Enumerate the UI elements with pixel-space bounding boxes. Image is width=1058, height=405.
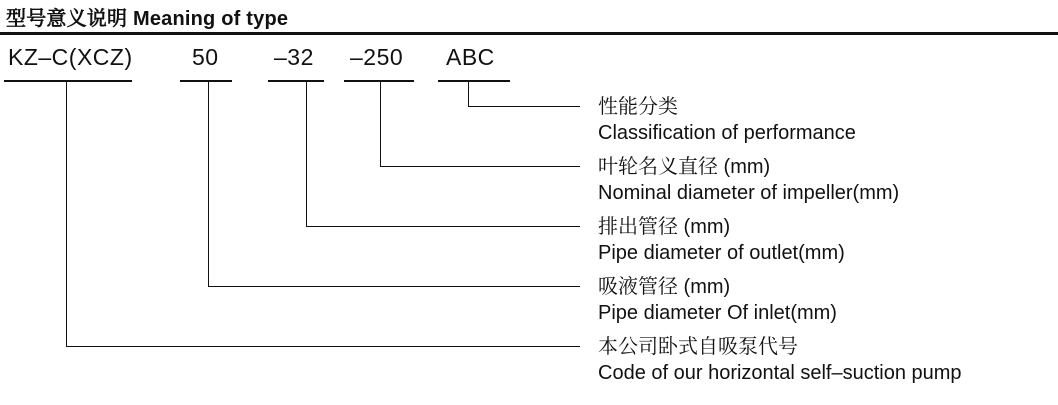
leader-horizontal-series bbox=[66, 346, 580, 347]
callout-company-pump-code-en: Code of our horizontal self–suction pump bbox=[598, 362, 962, 384]
leader-vertical-impeller bbox=[380, 80, 381, 166]
leader-horizontal-outlet bbox=[306, 226, 580, 227]
callout-performance-classification-cn: 性能分类 bbox=[598, 96, 678, 118]
callout-performance-classification-en: Classification of performance bbox=[598, 122, 856, 144]
callout-impeller-nominal-diameter-en: Nominal diameter of impeller(mm) bbox=[598, 182, 900, 204]
leader-horizontal-performance bbox=[468, 106, 580, 107]
title-divider bbox=[0, 32, 1058, 35]
code-underline-performance bbox=[438, 80, 510, 82]
code-underline-series bbox=[4, 80, 132, 82]
code-underline-outlet bbox=[268, 80, 324, 82]
callout-company-pump-code-cn: 本公司卧式自吸泵代号 bbox=[598, 336, 798, 358]
callout-inlet-pipe-diameter-cn: 吸液管径 (mm) bbox=[598, 276, 731, 298]
code-underline-impeller bbox=[344, 80, 414, 82]
code-segment-outlet: –32 bbox=[274, 44, 314, 70]
callout-performance-classification bbox=[598, 94, 856, 147]
callout-inlet-pipe-diameter-en: Pipe diameter Of inlet(mm) bbox=[598, 302, 837, 324]
callout-impeller-nominal-diameter bbox=[598, 154, 899, 207]
code-segment-impeller: –250 bbox=[350, 44, 404, 70]
leader-vertical-outlet bbox=[306, 80, 307, 226]
code-segment-performance: ABC bbox=[446, 44, 495, 70]
callout-outlet-pipe-diameter bbox=[598, 214, 845, 267]
leader-vertical-performance bbox=[468, 80, 469, 106]
callout-impeller-nominal-diameter-cn: 叶轮名义直径 (mm) bbox=[598, 156, 771, 178]
callout-inlet-pipe-diameter bbox=[598, 274, 837, 327]
code-underline-inlet bbox=[180, 80, 232, 82]
code-segment-inlet: 50 bbox=[192, 44, 219, 70]
callout-company-pump-code bbox=[598, 334, 962, 387]
model-code-row bbox=[0, 44, 1058, 80]
leader-horizontal-inlet bbox=[208, 286, 580, 287]
callout-outlet-pipe-diameter-en: Pipe diameter of outlet(mm) bbox=[598, 242, 845, 264]
leader-horizontal-impeller bbox=[380, 166, 580, 167]
code-segment-series: KZ–C(XCZ) bbox=[8, 44, 133, 70]
leader-vertical-inlet bbox=[208, 80, 209, 286]
callout-outlet-pipe-diameter-cn: 排出管径 (mm) bbox=[598, 216, 731, 238]
page-title: 型号意义说明 Meaning of type bbox=[6, 8, 289, 30]
leader-vertical-series bbox=[66, 80, 67, 346]
